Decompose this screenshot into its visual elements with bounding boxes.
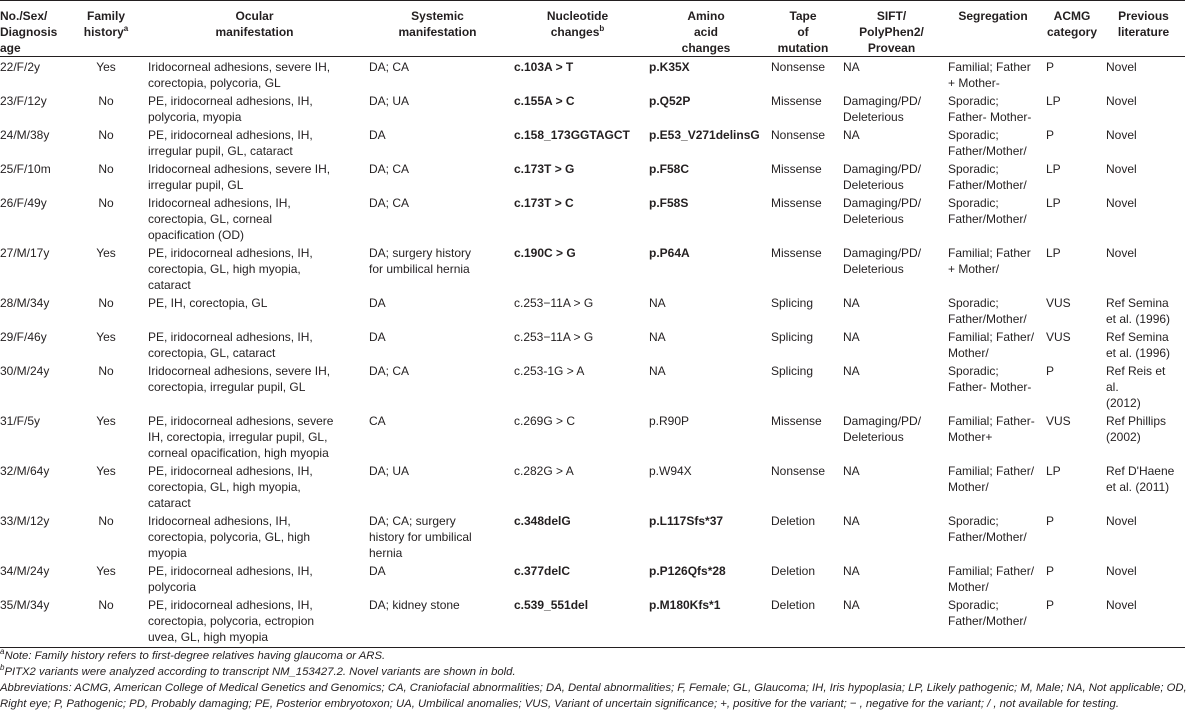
- cell-case-id: 25/F/10m: [0, 162, 51, 176]
- cell-amino-acid-change: p.Q52P: [649, 94, 691, 108]
- cell-systemic-manifestation: DA: [369, 128, 386, 142]
- cell-prediction: NA: [843, 514, 860, 528]
- table-row: [0, 193, 1185, 243]
- cell-mutation-type: Deletion: [771, 598, 816, 612]
- cell-nucleotide-change: c.348delG: [514, 514, 571, 528]
- cell-systemic-manifestation: CA: [369, 414, 386, 428]
- column-header-mutation-type: Tape of mutation: [767, 1, 839, 57]
- cell-mutation-type: Nonsense: [771, 60, 826, 74]
- cell-acmg-category: P: [1046, 598, 1055, 612]
- cell-mutation-type: Splicing: [771, 364, 814, 378]
- footnote-text: PITX2 variants were analyzed according to transcript NM_153427.2. Novel variants are shown in bold.: [4, 666, 516, 678]
- cell-nucleotide-change: c.158_173GGTAGCT: [514, 128, 630, 142]
- cell-case-id: 33/M/12y: [0, 514, 50, 528]
- cell-mutation-type: Missense: [771, 162, 822, 176]
- cell-segregation: Sporadic; Father/Mother/: [948, 128, 1027, 158]
- cell-ocular-manifestation: PE, iridocorneal adhesions, severe IH, corectopia, irregular pupil, GL, corneal opacification, high myopia: [148, 414, 334, 460]
- cell-mutation-type: Nonsense: [771, 464, 826, 478]
- cell-acmg-category: P: [1046, 128, 1055, 142]
- cell-systemic-manifestation: DA; kidney stone: [369, 598, 460, 612]
- cell-prediction: Damaging/PD/ Deleterious: [843, 414, 922, 444]
- cell-systemic-manifestation: DA; CA: [369, 364, 410, 378]
- cell-systemic-manifestation: DA; CA: [369, 162, 410, 176]
- cell-case-id: 30/M/24y: [0, 364, 50, 378]
- table-row: [0, 57, 1185, 92]
- cell-prediction: Damaging/PD/ Deleterious: [843, 94, 922, 124]
- cell-nucleotide-change: c.253-1G > A: [514, 364, 585, 378]
- cell-amino-acid-change: p.F58C: [649, 162, 690, 176]
- column-header-segregation: Segregation: [944, 1, 1042, 57]
- table-header: [0, 1, 1185, 57]
- cell-acmg-category: VUS: [1046, 296, 1071, 310]
- cell-acmg-category: LP: [1046, 162, 1061, 176]
- cell-previous-literature: Novel: [1106, 94, 1137, 108]
- footnote-line: [0, 680, 1187, 696]
- cell-segregation: Familial; Father/ Mother/: [948, 464, 1035, 494]
- table-row: [0, 125, 1185, 159]
- cell-segregation: Sporadic; Father/Mother/: [948, 162, 1027, 192]
- footnote-text: Abbreviations: ACMG, American College of Medical Genetics and Genomics; CA, Craniofacial abnormalities; DA, Dental abnormalities; F, Female; GL, Glaucoma; IH, Iris hypoplasia; LP, Likely pathogenic; M, Male; NA, Not applicable; OD,: [0, 682, 1187, 694]
- cell-segregation: Sporadic; Father/Mother/: [948, 514, 1027, 544]
- footnote-marker: b: [0, 663, 5, 673]
- cell-acmg-category: P: [1046, 364, 1055, 378]
- cell-family-history: Yes: [96, 60, 116, 74]
- cell-amino-acid-change: p.P126Qfs*28: [649, 564, 726, 578]
- cell-nucleotide-change: c.269G > C: [514, 414, 576, 428]
- cell-segregation: Sporadic; Father/Mother/: [948, 296, 1027, 326]
- cell-family-history: No: [98, 598, 114, 612]
- cell-previous-literature: Novel: [1106, 60, 1137, 74]
- cell-case-id: 27/M/17y: [0, 246, 50, 260]
- cell-systemic-manifestation: DA: [369, 564, 386, 578]
- column-header-prediction: SIFT/ PolyPhen2/ Provean: [839, 1, 944, 57]
- cell-segregation: Familial; Father + Mother/: [948, 246, 1031, 276]
- cell-previous-literature: Ref D'Haene et al. (2011): [1106, 464, 1175, 494]
- cell-amino-acid-change: p.P64A: [649, 246, 690, 260]
- cell-systemic-manifestation: DA; CA: [369, 60, 410, 74]
- table-row: [0, 243, 1185, 293]
- footnote-line: [0, 664, 1145, 680]
- cell-case-id: 24/M/38y: [0, 128, 50, 142]
- cell-amino-acid-change: p.W94X: [649, 464, 692, 478]
- column-header-nucleotide-change: Nucleotide changes$^b$: [510, 1, 645, 57]
- cell-case-id: 35/M/34y: [0, 598, 50, 612]
- cell-case-id: 32/M/64y: [0, 464, 50, 478]
- cell-case-id: 34/M/24y: [0, 564, 50, 578]
- cell-mutation-type: Nonsense: [771, 128, 826, 142]
- cell-amino-acid-change: p.L117Sfs*37: [649, 514, 724, 528]
- cell-nucleotide-change: c.539_551del: [514, 598, 589, 612]
- cell-prediction: NA: [843, 60, 860, 74]
- footnote-text: Right eye; P, Pathogenic; PD, Probably damaging; PE, Posterior embryotoxon; UA, Umbilical anomalies; VUS, Variant of uncertain significance; +, positive for the variant; − , negative for the variant; / , not available for testing.: [0, 698, 1119, 710]
- cell-prediction: NA: [843, 598, 860, 612]
- cell-previous-literature: Ref Semina et al. (1996): [1106, 330, 1171, 360]
- cell-mutation-type: Splicing: [771, 330, 814, 344]
- cell-prediction: NA: [843, 564, 860, 578]
- cell-nucleotide-change: c.377delC: [514, 564, 571, 578]
- cell-segregation: Sporadic; Father- Mother-: [948, 94, 1032, 124]
- cell-systemic-manifestation: DA: [369, 330, 386, 344]
- cell-prediction: Damaging/PD/ Deleterious: [843, 246, 922, 276]
- cell-segregation: Familial; Father + Mother-: [948, 60, 1031, 90]
- table-row: [0, 327, 1185, 361]
- cell-family-history: No: [98, 364, 114, 378]
- header-row: [0, 1, 1185, 57]
- table-row: [0, 293, 1185, 327]
- table-row: [0, 561, 1185, 595]
- cell-family-history: No: [98, 196, 114, 210]
- table-body: [0, 57, 1185, 648]
- cell-prediction: NA: [843, 296, 860, 310]
- cell-nucleotide-change: c.282G > A: [514, 464, 574, 478]
- cell-previous-literature: Novel: [1106, 564, 1137, 578]
- column-header-case-id: No./Sex/ Diagnosis age: [0, 1, 68, 57]
- table-row: [0, 595, 1185, 647]
- cell-mutation-type: Missense: [771, 414, 822, 428]
- cell-acmg-category: VUS: [1046, 330, 1071, 344]
- cell-ocular-manifestation: PE, iridocorneal adhesions, IH, corectopia, GL, cataract: [148, 330, 313, 360]
- cell-systemic-manifestation: DA; CA; surgery history for umbilical hernia: [369, 514, 472, 560]
- cell-amino-acid-change: p.R90P: [649, 414, 690, 428]
- cell-mutation-type: Missense: [771, 94, 822, 108]
- cell-case-id: 29/F/46y: [0, 330, 47, 344]
- table-row: [0, 511, 1185, 561]
- cell-family-history: No: [98, 94, 114, 108]
- cell-case-id: 31/F/5y: [0, 414, 41, 428]
- cell-case-id: 26/F/49y: [0, 196, 47, 210]
- cell-amino-acid-change: NA: [649, 364, 666, 378]
- column-header-ocular-manifestation: Ocular manifestation: [144, 1, 365, 57]
- cell-mutation-type: Splicing: [771, 296, 814, 310]
- cell-systemic-manifestation: DA; UA: [369, 94, 410, 108]
- cell-nucleotide-change: c.253−11A > G: [514, 330, 594, 344]
- cell-previous-literature: Novel: [1106, 598, 1137, 612]
- cell-acmg-category: LP: [1046, 246, 1061, 260]
- cell-mutation-type: Missense: [771, 196, 822, 210]
- table-row: [0, 461, 1185, 511]
- cell-family-history: Yes: [96, 330, 116, 344]
- cell-acmg-category: P: [1046, 514, 1055, 528]
- cell-previous-literature: Novel: [1106, 196, 1137, 210]
- cell-previous-literature: Ref Semina et al. (1996): [1106, 296, 1171, 326]
- cell-segregation: Sporadic; Father/Mother/: [948, 196, 1027, 226]
- cell-acmg-category: LP: [1046, 464, 1061, 478]
- cell-prediction: NA: [843, 464, 860, 478]
- cell-ocular-manifestation: PE, iridocorneal adhesions, IH, polycoria: [148, 564, 313, 594]
- cell-ocular-manifestation: PE, iridocorneal adhesions, IH, polycoria, myopia: [148, 94, 313, 124]
- cell-ocular-manifestation: Iridocorneal adhesions, severe IH, corectopia, irregular pupil, GL: [148, 364, 331, 394]
- cell-previous-literature: Novel: [1106, 128, 1137, 142]
- cell-ocular-manifestation: Iridocorneal adhesions, severe IH, corectopia, polycoria, GL: [148, 60, 331, 90]
- cell-segregation: Sporadic; Father- Mother-: [948, 364, 1032, 394]
- cell-acmg-category: P: [1046, 60, 1055, 74]
- cell-previous-literature: Novel: [1106, 246, 1137, 260]
- cell-segregation: Familial; Father/ Mother/: [948, 564, 1035, 594]
- table-row: [0, 361, 1185, 411]
- footnote-marker: b: [599, 24, 605, 33]
- cell-family-history: No: [98, 296, 114, 310]
- cell-mutation-type: Missense: [771, 246, 822, 260]
- cell-systemic-manifestation: DA; CA: [369, 196, 410, 210]
- cell-nucleotide-change: c.190C > G: [514, 246, 576, 260]
- cell-family-history: Yes: [96, 246, 116, 260]
- table-footnotes: [0, 647, 1187, 712]
- cell-nucleotide-change: c.103A > T: [514, 60, 574, 74]
- cell-segregation: Sporadic; Father/Mother/: [948, 598, 1027, 628]
- cell-previous-literature: Novel: [1106, 162, 1137, 176]
- cell-acmg-category: P: [1046, 564, 1055, 578]
- cell-case-id: 22/F/2y: [0, 60, 41, 74]
- cell-systemic-manifestation: DA: [369, 296, 386, 310]
- column-header-systemic-manifestation: Systemic manifestation: [365, 1, 510, 57]
- cell-ocular-manifestation: Iridocorneal adhesions, IH, corectopia, polycoria, GL, high myopia: [148, 514, 311, 560]
- cell-case-id: 23/F/12y: [0, 94, 47, 108]
- cell-acmg-category: LP: [1046, 196, 1061, 210]
- cell-ocular-manifestation: PE, iridocorneal adhesions, IH, corectopia, GL, high myopia, cataract: [148, 246, 313, 292]
- footnote-marker: a: [0, 647, 5, 657]
- table-row: [0, 411, 1185, 461]
- column-header-acmg-category: ACMG category: [1042, 1, 1102, 57]
- cell-mutation-type: Deletion: [771, 514, 816, 528]
- cell-amino-acid-change: p.F58S: [649, 196, 689, 210]
- cell-nucleotide-change: c.155A > C: [514, 94, 575, 108]
- cell-family-history: No: [98, 128, 114, 142]
- cell-ocular-manifestation: Iridocorneal adhesions, IH, corectopia, GL, corneal opacification (OD): [148, 196, 291, 242]
- cell-prediction: NA: [843, 330, 860, 344]
- cell-prediction: NA: [843, 364, 860, 378]
- footnote-text: Note: Family history refers to first-degree relatives having glaucoma or ARS.: [4, 650, 386, 662]
- cell-amino-acid-change: NA: [649, 330, 666, 344]
- footnote-marker: a: [123, 24, 129, 33]
- cell-systemic-manifestation: DA; surgery history for umbilical hernia: [369, 246, 472, 276]
- cell-previous-literature: Ref Phillips (2002): [1106, 414, 1167, 444]
- column-header-previous-literature: Previous literature: [1102, 1, 1185, 57]
- table-row: [0, 91, 1185, 125]
- cell-ocular-manifestation: PE, iridocorneal adhesions, IH, corectopia, polycoria, ectropion uvea, GL, high myopia: [148, 598, 315, 644]
- cell-prediction: NA: [843, 128, 860, 142]
- cell-nucleotide-change: c.253−11A > G: [514, 296, 594, 310]
- cell-ocular-manifestation: PE, iridocorneal adhesions, IH, irregular pupil, GL, cataract: [148, 128, 313, 158]
- cell-segregation: Familial; Father/ Mother/: [948, 330, 1035, 360]
- cell-case-id: 28/M/34y: [0, 296, 50, 310]
- cell-previous-literature: Ref Reis et al. (2012): [1106, 364, 1166, 410]
- cell-family-history: Yes: [96, 414, 116, 428]
- cell-family-history: Yes: [96, 464, 116, 478]
- cell-acmg-category: LP: [1046, 94, 1061, 108]
- cell-amino-acid-change: p.K35X: [649, 60, 690, 74]
- cell-nucleotide-change: c.173T > C: [514, 196, 574, 210]
- cell-prediction: Damaging/PD/ Deleterious: [843, 196, 922, 226]
- cell-family-history: Yes: [96, 564, 116, 578]
- footnote-line: [0, 648, 1145, 664]
- cell-ocular-manifestation: PE, IH, corectopia, GL: [148, 296, 268, 310]
- column-header-family-history: Family history$^a$: [68, 1, 144, 57]
- footnote-line: [0, 696, 1145, 712]
- cell-family-history: No: [98, 162, 114, 176]
- cell-systemic-manifestation: DA; UA: [369, 464, 410, 478]
- cell-nucleotide-change: c.173T > G: [514, 162, 575, 176]
- cell-ocular-manifestation: Iridocorneal adhesions, severe IH, irregular pupil, GL: [148, 162, 331, 192]
- cell-mutation-type: Deletion: [771, 564, 816, 578]
- cell-acmg-category: VUS: [1046, 414, 1071, 428]
- cell-prediction: Damaging/PD/ Deleterious: [843, 162, 922, 192]
- cell-family-history: No: [98, 514, 114, 528]
- cell-amino-acid-change: NA: [649, 296, 666, 310]
- cell-ocular-manifestation: PE, iridocorneal adhesions, IH, corectopia, GL, high myopia, cataract: [148, 464, 313, 510]
- cell-amino-acid-change: p.E53_V271delinsG: [649, 128, 760, 142]
- column-header-amino-acid-change: Amino acid changes: [645, 1, 767, 57]
- table-row: [0, 159, 1185, 193]
- cell-segregation: Familial; Father- Mother+: [948, 414, 1035, 444]
- cell-previous-literature: Novel: [1106, 514, 1137, 528]
- cell-amino-acid-change: p.M180Kfs*1: [649, 598, 721, 612]
